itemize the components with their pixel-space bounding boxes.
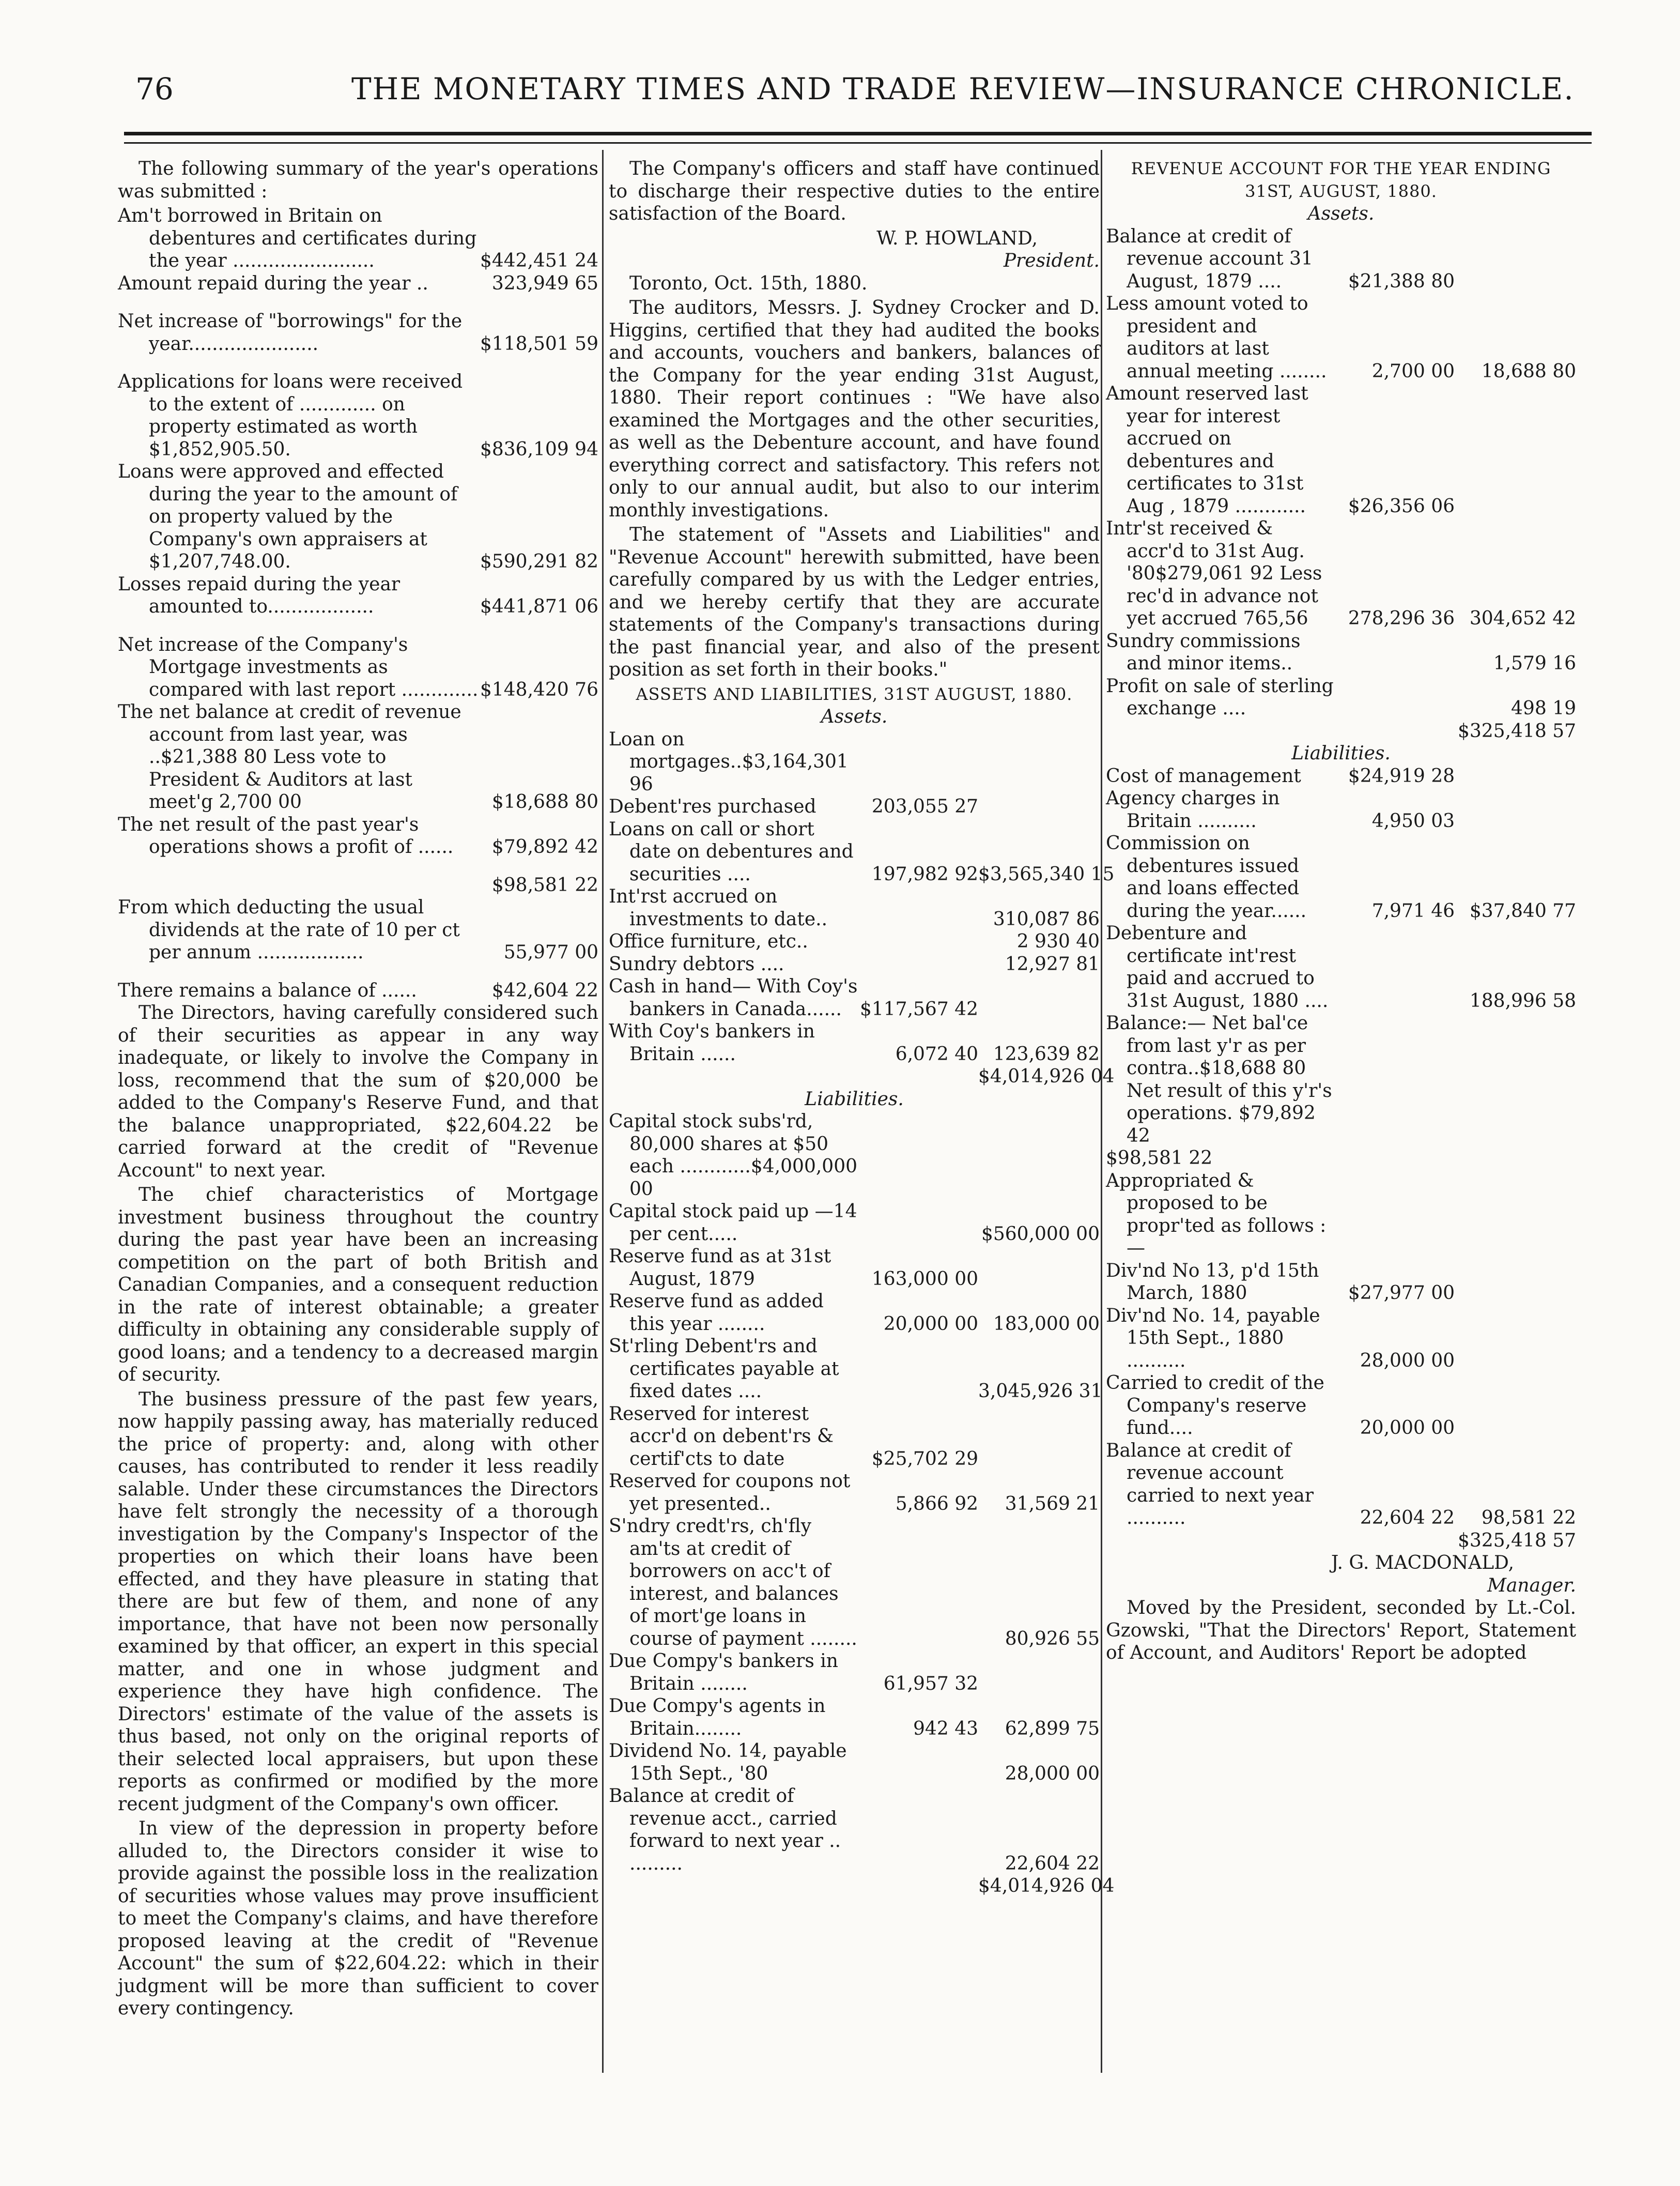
ledger-row: [609, 1065, 1115, 1088]
ledger-row: [609, 1200, 1100, 1245]
row-total-amount: 498 19: [1511, 698, 1576, 719]
column-divider: [1101, 150, 1102, 2073]
manager-title: Manager.: [1487, 1574, 1576, 1596]
row-amount: $42,604 22: [491, 980, 598, 1001]
ledger-row: [1106, 675, 1576, 720]
assets-heading: Assets.: [1307, 203, 1375, 224]
row-mid-amount: 2,700 00: [1371, 360, 1455, 382]
ledger-row: [1106, 832, 1576, 922]
row-label: Office furniture, etc..: [609, 931, 808, 952]
ledger-row: [609, 953, 1100, 976]
row-label: Debenture and certificate int'rest paid and accrued to 31st August, 1880 ....: [1106, 923, 1329, 1012]
ledger-row: [1106, 1170, 1576, 1260]
row-total-amount: 80,926 55: [1005, 1628, 1100, 1649]
row-label: Net increase of the Company's Mortgage investments as compared with last report .............: [118, 634, 479, 700]
summary-row: [118, 874, 598, 897]
statement-heading: ASSETS AND LIABILITIES, 31ST AUGUST, 1880.: [636, 684, 1073, 704]
ledger-row: [1106, 1530, 1576, 1552]
ledger-row: [1106, 293, 1576, 383]
row-label: Carried to credit of the Company's reserve fund....: [1106, 1372, 1324, 1439]
row-total-amount: $37,840 77: [1469, 900, 1576, 922]
row-amount: $590,291 82: [480, 551, 598, 572]
row-total-amount: 188,996 58: [1469, 990, 1576, 1012]
row-label: St'rling Debent'rs and certificates payable at fixed dates ....: [609, 1336, 839, 1402]
body-paragraph: The auditors, Messrs. J. Sydney Crocker and D. Higgins, certified that they had audited the books and accounts, vouchers and bankers, balances of the Company for the year ending 31st August, 1880. Their report continues : "We have also examined the Mortgages and the other securities, as well as the Debenture account, and have found everything correct and satisfactory. This refers not only to our annual audit, but also to our interim monthly investigations.: [609, 297, 1100, 521]
row-label: Div'nd No 13, p'd 15th March, 1880: [1106, 1260, 1319, 1304]
row-amount: $79,892 42: [491, 836, 598, 858]
ledger-row: [1106, 517, 1576, 630]
ledger-row: [1106, 787, 1576, 832]
row-total-amount: 2 930 40: [1016, 931, 1100, 952]
header-rule-thin: [124, 142, 1592, 144]
row-amount: $836,109 94: [480, 438, 598, 460]
row-amount: $118,501 59: [480, 333, 598, 355]
row-mid-amount: $21,388 80: [1348, 270, 1455, 292]
row-label: Appropriated & proposed to be propr'ted as follows :—: [1106, 1170, 1327, 1259]
row-total-amount: 1,579 16: [1493, 653, 1576, 674]
column-divider: [602, 150, 604, 2073]
row-total-amount: 31,569 21: [1005, 1493, 1100, 1515]
row-label: Reserve fund as added this year ........: [609, 1291, 824, 1335]
ledger-row: [609, 1650, 1100, 1695]
row-total-amount: 123,639 82: [993, 1043, 1100, 1065]
row-total-amount: 98,581 22: [1481, 1507, 1576, 1528]
row-total-amount: $4,014,926 04: [978, 1066, 1115, 1087]
row-total-amount: 22,604 22: [1005, 1853, 1100, 1874]
body-paragraph: The Company's officers and staff have continued to discharge their respective duties to the entire satisfaction of the Board.: [609, 158, 1100, 224]
row-label: Less amount voted to president and auditors at last annual meeting ........: [1106, 293, 1327, 382]
row-total-amount: $325,418 57: [1457, 1530, 1576, 1551]
row-total-amount: $560,000 00: [981, 1223, 1100, 1245]
row-label: Reserved for coupons not yet presented..: [609, 1471, 851, 1515]
manager-name: J. G. MACDONALD,: [1331, 1552, 1514, 1573]
ledger-row: [609, 1245, 1100, 1290]
row-label: Balance:— Net bal'ce from last y'r as per contra..$18,688 80 Net result of this y'r's operations. $79,892 42: [1106, 1013, 1332, 1146]
row-label: Debent'res purchased: [609, 796, 816, 817]
row-total-amount: 304,652 42: [1469, 608, 1576, 629]
row-total-amount: 62,899 75: [1005, 1718, 1100, 1739]
row-label: Am't borrowed in Britain on debentures and certificates during the year ........................: [118, 205, 477, 271]
row-mid-amount: 163,000 00: [871, 1268, 978, 1290]
ledger-row: [609, 728, 1100, 796]
row-mid-amount: $117,567 42: [859, 998, 978, 1020]
summary-intro: The following summary of the year's operations was submitted :: [118, 158, 598, 202]
row-label: Sundry debtors ....: [609, 953, 784, 975]
row-label: Agency charges in Britain ..........: [1106, 788, 1280, 832]
row-mid-amount: 61,957 32: [883, 1673, 978, 1694]
ledger-row: [1106, 1305, 1576, 1372]
row-total-amount: 12,927 81: [1005, 953, 1100, 975]
row-label: Loan on mortgages..$3,164,301 96: [609, 728, 849, 795]
ledger-row: [609, 930, 1100, 953]
row-amount: $18,688 80: [491, 791, 598, 813]
row-mid-amount: $25,702 29: [871, 1448, 978, 1470]
row-label: Reserve fund as at 31st August, 1879: [609, 1246, 831, 1290]
row-total-amount: 3,045,926 31: [978, 1381, 1103, 1402]
row-label: Net increase of "borrowings" for the year......................: [118, 311, 463, 355]
row-total-amount: $3,565,340 15: [978, 863, 1115, 885]
ledger-row: [609, 1875, 1115, 1898]
row-label: Balance at credit of revenue account carried to next year ..........: [1106, 1440, 1314, 1528]
ledger-row: [609, 796, 1100, 818]
row-label: The net result of the past year's operations shows a profit of ......: [118, 814, 454, 858]
column-left: [118, 158, 598, 2022]
row-mid-amount: 20,000 00: [883, 1313, 978, 1335]
ledger-row: [1106, 1147, 1576, 1170]
row-label: Cost of management: [1106, 765, 1301, 787]
row-label: Amount repaid during the year ..: [118, 272, 428, 294]
row-label: Amount reserved last year for interest accrued on debentures and certificates to 31st Aug , 1879 ............: [1106, 383, 1308, 517]
running-head: THE MONETARY TIMES AND TRADE REVIEW—INSURANCE CHRONICLE.: [351, 71, 1575, 106]
row-mid-amount: $26,356 06: [1348, 495, 1455, 517]
summary-row: [118, 896, 598, 964]
row-total-amount: 18,688 80: [1481, 360, 1576, 382]
ledger-row: [609, 1785, 1100, 1875]
column-middle: [609, 158, 1115, 1898]
row-mid-amount: 22,604 22: [1360, 1507, 1455, 1528]
row-amount: $148,420 76: [480, 679, 598, 700]
ledger-row: [609, 1695, 1100, 1740]
row-label: Losses repaid during the year amounted to..................: [118, 573, 400, 617]
summary-row: [118, 634, 598, 701]
row-label: Balance at credit of revenue account 31 August, 1879 ....: [1106, 225, 1313, 292]
row-mid-amount: $27,977 00: [1348, 1282, 1455, 1304]
ledger-row: [609, 1403, 1100, 1471]
summary-row: [118, 701, 598, 814]
row-label: Due Compy's agents in Britain........: [609, 1695, 826, 1739]
row-mid-amount: 20,000 00: [1360, 1417, 1455, 1439]
row-amount: $442,451 24: [480, 250, 598, 271]
page-number: 76: [135, 71, 174, 106]
summary-row: [118, 272, 598, 295]
closing-motion: Moved by the President, seconded by Lt.-Col. Gzowski, "That the Directors' Report, Statement of Account, and Auditors' Report be adopted: [1106, 1597, 1576, 1663]
liabilities-heading: Liabilities.: [805, 1088, 904, 1110]
row-label: Capital stock subs'rd, 80,000 shares at $50 each ............$4,000,000 00: [609, 1111, 857, 1200]
ledger-row: [609, 818, 1115, 886]
ledger-row: [1106, 1440, 1576, 1530]
ledger-row: [1106, 720, 1576, 743]
row-total-amount: $325,418 57: [1457, 720, 1576, 742]
summary-row: [118, 814, 598, 859]
row-mid-amount: 942 43: [913, 1718, 978, 1739]
row-label: $98,581 22: [1106, 1148, 1213, 1169]
row-label: Commission on debentures issued and loans effected during the year......: [1106, 833, 1307, 922]
ledger-row: [609, 1020, 1100, 1065]
body-paragraph: The chief characteristics of Mortgage investment business throughout the country during the past year have been an increasing competition on the part of both British and Canadian Companies, and a consequent reduction in the rate of interest obtainable; a greater difficulty in obtaining any considerable supply of good loans; and a tendency to a decreased margin of security.: [118, 1184, 598, 1385]
row-label: Dividend No. 14, payable 15th Sept., '80: [609, 1740, 847, 1784]
row-label: With Coy's bankers in Britain ......: [609, 1021, 815, 1065]
ledger-row: [609, 1335, 1103, 1403]
ledger-row: [609, 1110, 1100, 1200]
row-label: Applications for loans were received to the extent of ............. on property estimated as worth $1,852,905.50.: [118, 371, 463, 460]
ledger-row: [1106, 765, 1576, 788]
ledger-row: [609, 1290, 1100, 1335]
summary-row: [118, 980, 598, 1002]
row-label: Balance at credit of revenue acct., carried forward to next year .. .........: [609, 1785, 841, 1874]
row-label: Intr'st received & accr'd to 31st Aug. '80$279,061 92 Less rec'd in advance not yet accrued 765,56: [1106, 518, 1322, 629]
row-amount: $98,581 22: [491, 874, 598, 896]
body-paragraph: The statement of "Assets and Liabilities" and "Revenue Account" herewith submitted, have been carefully compared by us with the Ledger entries, and we hereby certify that they are accurate statements of the Company's transactions during the past financial year, and also of the present position as set forth in their books.": [609, 524, 1100, 680]
ledger-row: [1106, 1260, 1576, 1305]
row-total-amount: $4,014,926 04: [978, 1875, 1115, 1897]
ledger-row: [609, 975, 1100, 1020]
header-rule: [124, 132, 1592, 135]
row-amount: 55,977 00: [503, 942, 598, 963]
row-mid-amount: 6,072 40: [895, 1043, 978, 1065]
row-total-amount: 183,000 00: [993, 1313, 1100, 1335]
signer-title: President.: [1003, 250, 1100, 271]
summary-row: [118, 461, 598, 573]
row-mid-amount: 278,296 36: [1348, 608, 1455, 629]
liabilities-heading: Liabilities.: [1291, 743, 1391, 764]
ledger-row: [609, 885, 1100, 930]
ledger-row: [1106, 225, 1576, 293]
row-label: Cash in hand— With Coy's bankers in Canada......: [609, 976, 858, 1020]
revenue-heading: REVENUE ACCOUNT FOR THE YEAR ENDING 31ST, AUGUST, 1880.: [1131, 159, 1551, 201]
summary-row: [118, 371, 598, 461]
row-label: Profit on sale of sterling exchange ....: [1106, 675, 1334, 719]
row-amount: $441,871 06: [480, 596, 598, 617]
summary-row: [118, 205, 598, 272]
row-total-amount: 310,087 86: [993, 908, 1100, 930]
row-mid-amount: 203,055 27: [871, 796, 978, 817]
ledger-row: [609, 1515, 1100, 1650]
body-paragraph: The business pressure of the past few years, now happily passing away, has materially reduced the price of property: and, along with other causes, has contributed to render it less readily salable. Under these circumstances the Directors have felt strongly the necessity of a thorough investigation by the Company's Inspector of the properties on which their loans have been effected, and they have pleasure in stating that there are but few of them, and none of any importance, that have not been now personally examined by that officer, an expert in this special matter, and one in whose judgment and experience they have high confidence. The Directors' estimate of the value of the assets is thus based, not only on the original reports of their selected local appraisers, but upon these reports as confirmed or modified by the more recent judgment of the Company's own officer.: [118, 1388, 598, 1815]
report-date: Toronto, Oct. 15th, 1880.: [629, 272, 868, 294]
row-label: Int'rst accrued on investments to date..: [609, 886, 828, 930]
row-label: The net balance at credit of revenue account from last year, was ..$21,388 80 Less vote to President & Auditors at last meet'g 2,700 00: [118, 701, 461, 813]
row-label: Loans on call or short date on debentures and securities ....: [609, 818, 854, 885]
ledger-row: [1106, 383, 1576, 517]
row-total-amount: 28,000 00: [1005, 1763, 1100, 1784]
row-mid-amount: 28,000 00: [1360, 1350, 1455, 1371]
ledger-row: [609, 1470, 1100, 1515]
row-mid-amount: 5,866 92: [895, 1493, 978, 1515]
row-label: Capital stock paid up —14 per cent.....: [609, 1201, 857, 1245]
row-label: From which deducting the usual dividends at the rate of 10 per ct per annum ..................: [118, 897, 460, 963]
row-mid-amount: 4,950 03: [1371, 810, 1455, 832]
row-label: S'ndry credt'rs, ch'fly am'ts at credit of borrowers on acc't of interest, and balances of mort'ge loans in course of payment ........: [609, 1516, 857, 1649]
signer-name: W. P. HOWLAND,: [876, 227, 1038, 249]
column-right: [1106, 158, 1576, 1667]
row-label: Div'nd No. 14, payable 15th Sept., 1880 ..........: [1106, 1305, 1320, 1371]
ledger-row: [1106, 1012, 1576, 1147]
row-mid-amount: $24,919 28: [1348, 765, 1455, 787]
row-label: There remains a balance of ......: [118, 980, 417, 1001]
summary-row: [118, 573, 598, 618]
row-mid-amount: 7,971 46: [1371, 900, 1455, 922]
ledger-row: [609, 1740, 1100, 1785]
summary-row: [118, 310, 598, 355]
body-paragraph: In view of the depression in property before alluded to, the Directors consider it wise to provide against the possible loss in the realization of securities whose values may prove insufficient to meet the Company's claims, and have therefore proposed leaving at the credit of "Revenue Account" the sum of $22,604.22: which in their judgment will be more than sufficient to cover every contingency.: [118, 1818, 598, 2019]
row-label: Reserved for interest accr'd on debent'rs & certif'cts to date: [609, 1403, 834, 1470]
assets-heading: Assets.: [821, 706, 888, 727]
row-amount: 323,949 65: [491, 272, 598, 294]
ledger-row: [1106, 630, 1576, 675]
ledger-row: [1106, 1372, 1576, 1440]
row-label: Sundry commissions and minor items..: [1106, 630, 1301, 674]
row-mid-amount: 197,982 92: [871, 863, 978, 885]
row-label: Due Compy's bankers in Britain ........: [609, 1650, 838, 1694]
row-label: Loans were approved and effected during the year to the amount of on property valued by the Company's own appraisers at $1,207,748.00.: [118, 461, 458, 572]
body-paragraph: The Directors, having carefully considered such of their securities as appear in any way inadequate, or likely to involve the Company in loss, recommend that the sum of $20,000 be added to the Company's Reserve Fund, and that the balance unappropriated, $22,604.22 be carried forward at the credit of "Revenue Account" to next year.: [118, 1002, 598, 1181]
ledger-row: [1106, 922, 1576, 1012]
